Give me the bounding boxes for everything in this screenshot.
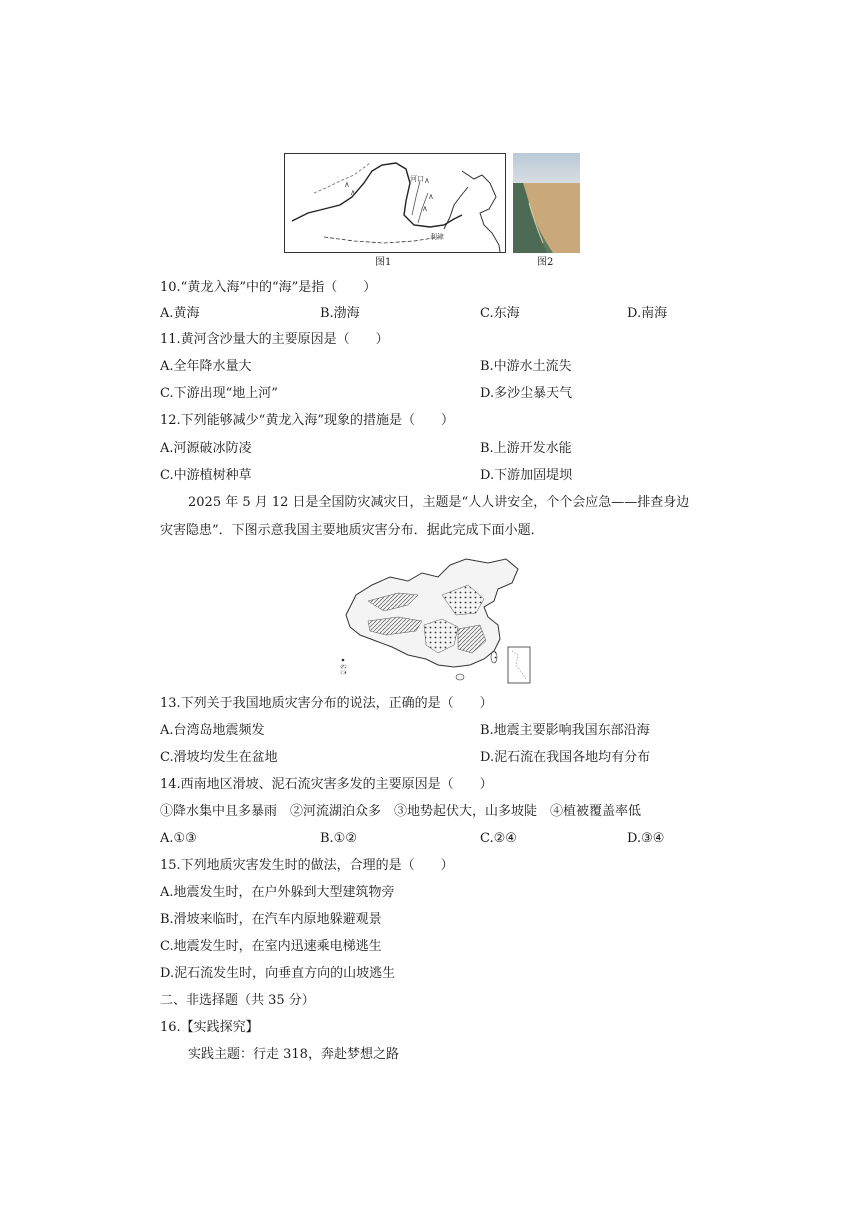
- q11-option-c: C.下游出现“地上河”: [160, 386, 278, 401]
- q15-stem: 15.下列地质灾害发生时的做法，合理的是（ ）: [160, 858, 454, 873]
- map-label-hekou: 河口: [410, 175, 424, 183]
- q13-option-a: A.台湾岛地震频发: [160, 723, 265, 738]
- yellow-river-map-svg: [284, 153, 506, 253]
- q11-option-b: B.中游水土流失: [480, 359, 572, 374]
- figure-2-caption: 图2: [537, 257, 554, 268]
- q13-option-b: B.地震主要影响我国东部沿海: [480, 723, 650, 738]
- q12-option-b: B.上游开发水能: [480, 441, 572, 456]
- svg-text:∧: ∧: [428, 192, 434, 201]
- china-map-svg: [338, 555, 534, 688]
- map-label-lijin: 利津: [430, 233, 444, 241]
- svg-text:∧: ∧: [424, 176, 430, 185]
- q14-option-b: B.①②: [320, 831, 357, 846]
- q12-option-a: A.河源破冰防凌: [160, 441, 252, 456]
- q13-stem: 13.下列关于我国地质灾害分布的说法，正确的是（ ）: [160, 696, 493, 711]
- intro-line-2: 灾害隐患”．下图示意我国主要地质灾害分布．据此完成下面小题．: [160, 523, 544, 538]
- figure-2-photo: [513, 153, 580, 253]
- intro-line-1: 2025 年 5 月 12 日是全国防灾减灾日，主题是“人人讲安全，个个会应急——排查身边: [188, 495, 690, 510]
- q15-option-d: D.泥石流发生时，向垂直方向的山坡逃生: [160, 966, 396, 981]
- q11-option-a: A.全年降水量大: [160, 359, 252, 374]
- q15-option-b: B.滑坡来临时，在汽车内原地躲避观景: [160, 912, 382, 927]
- q11-option-d: D.多沙尘暴天气: [480, 386, 573, 401]
- q12-option-c: C.中游植树种草: [160, 468, 252, 483]
- q10-stem: 10.“黄龙入海”中的“海”是指（ ）: [160, 280, 377, 295]
- figure-1-caption: 图1: [375, 257, 392, 268]
- q12-option-d: D.下游加固堤坝: [480, 468, 573, 483]
- q10-option-d: D.南海: [627, 306, 668, 321]
- q16-heading: 16.【实践探究】: [160, 1020, 259, 1035]
- q14-option-d: D.③④: [627, 831, 665, 846]
- figure-1-yellow-river-map: [284, 153, 506, 253]
- svg-text:∧: ∧: [422, 204, 428, 213]
- q10-option-c: C.东海: [480, 306, 520, 321]
- q15-option-c: C.地震发生时，在室内迅速乘电梯逃生: [160, 939, 382, 954]
- q10-option-b: B.渤海: [320, 306, 360, 321]
- q10-option-a: A.黄海: [160, 306, 200, 321]
- q15-option-a: A.地震发生时，在户外躲到大型建筑物旁: [160, 885, 395, 900]
- q14-stem: 14.西南地区滑坡、泥石流灾害多发的主要原因是（ ）: [160, 777, 493, 792]
- q13-option-c: C.滑坡均发生在盆地: [160, 750, 278, 765]
- q12-stem: 12.下列能够减少“黄龙入海”现象的措施是（ ）: [160, 413, 454, 428]
- q13-option-d: D.泥石流在我国各地均有分布: [480, 750, 651, 765]
- svg-text:∧: ∧: [350, 188, 356, 197]
- china-geological-disaster-map: [338, 555, 534, 688]
- q11-stem: 11.黄河含沙量大的主要原因是（ ）: [160, 332, 389, 347]
- q14-option-c: C.②④: [480, 831, 517, 846]
- svg-text:∧: ∧: [344, 180, 350, 189]
- section-2-heading: 二、非选择题（共 35 分）: [160, 993, 315, 1008]
- q14-option-a: A.①③: [160, 831, 197, 846]
- yellow-dragon-photo-svg: [513, 153, 580, 253]
- q16-theme: 实践主题：行走 318，奔赴梦想之路: [188, 1047, 399, 1062]
- q14-choices: ①降水集中且多暴雨 ②河流湖泊众多 ③地势起伏大，山多坡陡 ④植被覆盖率低: [160, 804, 642, 819]
